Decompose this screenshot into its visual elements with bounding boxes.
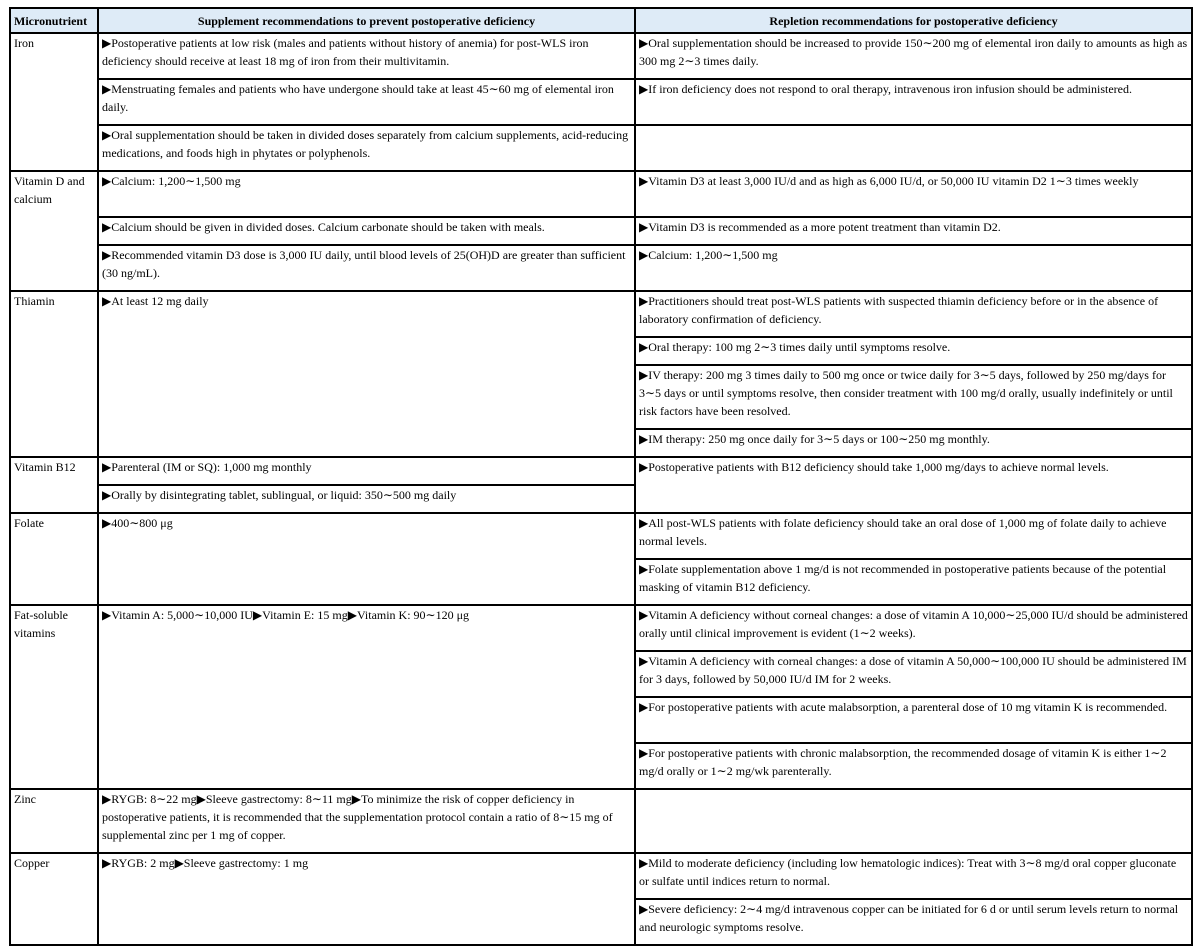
micronutrient-name: Zinc <box>10 789 98 853</box>
repletion-cell: ▶Postoperative patients with B12 deficiency should take 1,000 mg/days to achieve normal levels. <box>635 457 1192 513</box>
repletion-cell: ▶IM therapy: 250 mg once daily for 3∼5 days or 100∼250 mg monthly. <box>635 429 1192 457</box>
table-row <box>10 33 1192 79</box>
supplement-cell: ▶Orally by disintegrating tablet, sublingual, or liquid: 350∼500 mg daily <box>98 485 635 513</box>
repletion-cell: ▶Vitamin A deficiency without corneal changes: a dose of vitamin A 10,000∼25,000 IU/d should be administered orally until clinical improvement is evident (1∼2 weeks). <box>635 605 1192 651</box>
table-row <box>10 125 1192 171</box>
table-row <box>10 291 1192 337</box>
supplement-cell: ▶400∼800 μg <box>98 513 635 605</box>
table-row <box>10 79 1192 125</box>
repletion-cell: ▶Calcium: 1,200∼1,500 mg <box>635 245 1192 291</box>
supplement-cell: ▶Postoperative patients at low risk (males and patients without history of anemia) for post-WLS iron deficiency should receive at least 18 mg of iron from their multivitamin. <box>98 33 635 79</box>
repletion-cell <box>635 125 1192 171</box>
table-row <box>10 171 1192 217</box>
repletion-cell: ▶Practitioners should treat post-WLS patients with suspected thiamin deficiency before or in the absence of laboratory confirmation of deficiency. <box>635 291 1192 337</box>
repletion-cell: ▶Folate supplementation above 1 mg/d is not recommended in postoperative patients because of the potential masking of vitamin B12 deficiency. <box>635 559 1192 605</box>
supplement-cell: ▶Menstruating females and patients who have undergone should take at least 45∼60 mg of elemental iron daily. <box>98 79 635 125</box>
micronutrient-name: Copper <box>10 853 98 945</box>
table-row <box>10 513 1192 559</box>
micronutrient-name: Vitamin B12 <box>10 457 98 513</box>
micronutrient-name: Vitamin D and calcium <box>10 171 98 291</box>
supplement-cell: ▶Calcium should be given in divided doses. Calcium carbonate should be taken with meals. <box>98 217 635 245</box>
repletion-cell: ▶Vitamin D3 at least 3,000 IU/d and as high as 6,000 IU/d, or 50,000 IU vitamin D2 1∼3 times weekly <box>635 171 1192 217</box>
repletion-cell: ▶For postoperative patients with chronic malabsorption, the recommended dosage of vitamin K is either 1∼2 mg/d orally or 1∼2 mg/wk parenterally. <box>635 743 1192 789</box>
repletion-cell: ▶Oral therapy: 100 mg 2∼3 times daily until symptoms resolve. <box>635 337 1192 365</box>
supplement-cell: ▶Calcium: 1,200∼1,500 mg <box>98 171 635 217</box>
supplement-cell: ▶Oral supplementation should be taken in divided doses separately from calcium supplements, acid-reducing medications, and foods high in phytates or polyphenols. <box>98 125 635 171</box>
repletion-cell: ▶IV therapy: 200 mg 3 times daily to 500 mg once or twice daily for 3∼5 days, followed by 250 mg/days for 3∼5 days or until symptoms resolve, then consider treatment with 100 mg/d orally, usually indefinitely or until risk factors have been resolved. <box>635 365 1192 429</box>
micronutrient-name: Thiamin <box>10 291 98 457</box>
repletion-cell: ▶Oral supplementation should be increased to provide 150∼200 mg of elemental iron daily to amounts as high as 300 mg 2∼3 times daily. <box>635 33 1192 79</box>
repletion-cell: ▶Vitamin A deficiency with corneal changes: a dose of vitamin A 50,000∼100,000 IU should be administered IM for 3 days, followed by 50,000 IU/d IM for 2 weeks. <box>635 651 1192 697</box>
repletion-cell: ▶Vitamin D3 is recommended as a more potent treatment than vitamin D2. <box>635 217 1192 245</box>
micronutrient-name: Folate <box>10 513 98 605</box>
repletion-cell: ▶All post-WLS patients with folate deficiency should take an oral dose of 1,000 mg of folate daily to achieve normal levels. <box>635 513 1192 559</box>
header-row <box>10 8 1192 33</box>
table-row <box>10 217 1192 245</box>
micronutrient-name: Fat-soluble vitamins <box>10 605 98 789</box>
repletion-cell: ▶If iron deficiency does not respond to oral therapy, intravenous iron infusion should be administered. <box>635 79 1192 125</box>
header-supplement: Supplement recommendations to prevent postoperative deficiency <box>98 8 635 33</box>
supplement-cell: ▶RYGB: 8∼22 mg▶Sleeve gastrectomy: 8∼11 mg▶To minimize the risk of copper deficiency in postoperative patients, it is recommended that the supplementation protocol contain a ratio of 8∼15 mg of supplemental zinc per 1 mg of copper. <box>98 789 635 853</box>
table-row <box>10 245 1192 291</box>
repletion-cell <box>635 789 1192 853</box>
table-row <box>10 853 1192 899</box>
header-repletion: Repletion recommendations for postoperative deficiency <box>635 8 1192 33</box>
supplement-cell: ▶Recommended vitamin D3 dose is 3,000 IU daily, until blood levels of 25(OH)D are greater than sufficient (30 ng/mL). <box>98 245 635 291</box>
supplement-cell: ▶Vitamin A: 5,000∼10,000 IU▶Vitamin E: 15 mg▶Vitamin K: 90∼120 μg <box>98 605 635 789</box>
repletion-cell: ▶For postoperative patients with acute malabsorption, a parenteral dose of 10 mg vitamin K is recommended. <box>635 697 1192 743</box>
table-row <box>10 789 1192 853</box>
repletion-cell: ▶Mild to moderate deficiency (including low hematologic indices): Treat with 3∼8 mg/d oral copper gluconate or sulfate until indices return to normal. <box>635 853 1192 899</box>
supplement-cell: ▶At least 12 mg daily <box>98 291 635 457</box>
micronutrient-name: Iron <box>10 33 98 171</box>
repletion-cell: ▶Severe deficiency: 2∼4 mg/d intravenous copper can be initiated for 6 d or until serum levels return to normal and neurologic symptoms resolve. <box>635 899 1192 945</box>
micronutrient-table <box>9 7 1193 946</box>
supplement-cell: ▶Parenteral (IM or SQ): 1,000 mg monthly <box>98 457 635 485</box>
header-micronutrient: Micronutrient <box>10 8 98 33</box>
supplement-cell: ▶RYGB: 2 mg▶Sleeve gastrectomy: 1 mg <box>98 853 635 945</box>
table-row <box>10 457 1192 485</box>
table-row <box>10 605 1192 651</box>
